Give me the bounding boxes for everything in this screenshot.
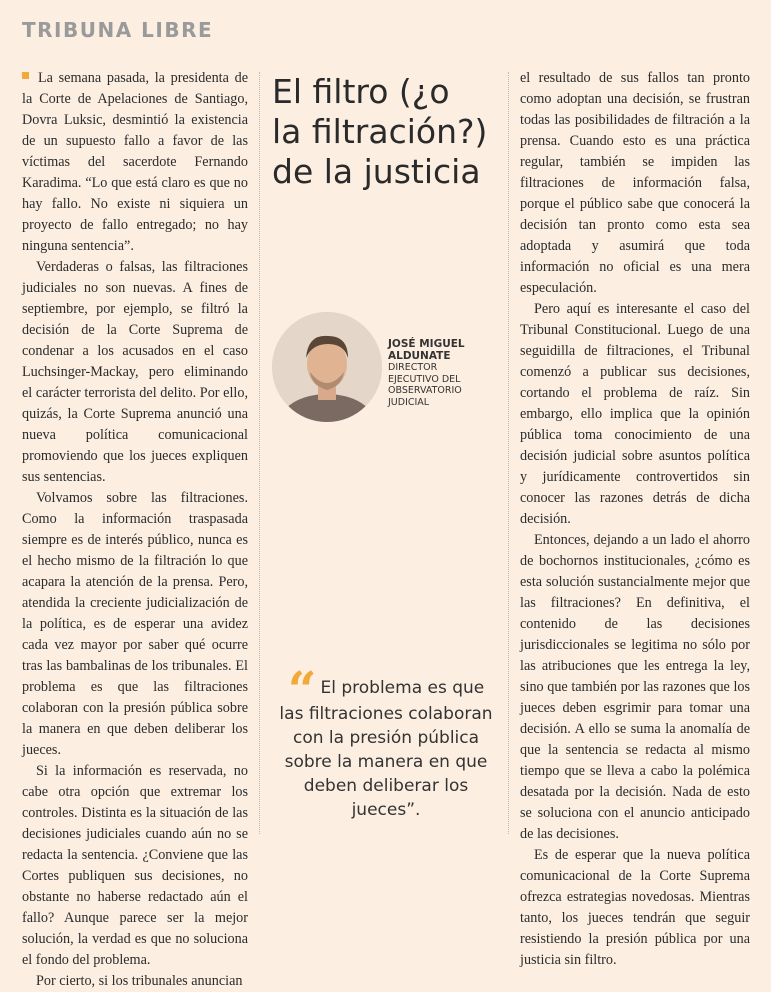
author-portrait [272, 312, 382, 422]
author-role: DIRECTOR EJECUTIVO DEL OBSERVATORIO JUDICIAL [388, 362, 462, 408]
author-byline [388, 338, 506, 408]
article-paragraph: Por cierto, si los tribunales anuncian [36, 973, 243, 989]
section-title: TRIBUNA LIBRE [22, 18, 214, 42]
author-name: JOSÉ MIGUEL ALDUNATE [388, 338, 465, 362]
article-paragraph: La semana pasada, la presidenta de la Corte de Apelaciones de Santiago, Dovra Luksic, desmintió la existencia de un supuesto fallo a favor de las víctimas del sacerdote Fernando Karadima. “Lo que está claro es que no hay fallo. No existe ni siquiera un proyecto de fallo entregado; no hay ninguna sentencia”. [22, 70, 248, 254]
column-divider [508, 72, 509, 834]
author-photo-icon [272, 312, 382, 422]
article-paragraph: el resultado de sus fallos tan pronto como adoptan una decisión, se frustran todas las posibilidades de filtración a la prensa. Cuando esto es una práctica regular, también se impiden las filtraciones de información falsa, porque el público sabe que conocerá la decisión tan pronto como esta sea adoptada y asumirá que toda información no oficial es una mera especulación. [520, 70, 750, 296]
pull-quote [276, 660, 496, 822]
article-paragraph: Verdaderas o falsas, las filtraciones judiciales no son nuevas. A fines de septiembre, por ejemplo, se filtró la decisión de la Corte Suprema de condenar a los acusados en el caso Luchsinger-Mackay, pero eliminando el carácter terrorista del delito. Por ello, quizás, la Corte Suprema anunció una nueva política comunicacional promoviendo que los jueces expliquen sus sentencias. [22, 259, 248, 485]
bullet-square-icon [22, 72, 29, 79]
pull-quote-text: El problema es que las filtraciones colaboran con la presión pública sobre la manera en que deben deliberar los jueces”. [279, 678, 493, 820]
article-headline: El filtro (¿o la filtración?) de la justicia [272, 72, 488, 191]
quote-mark-icon: “ [287, 660, 317, 719]
article-paragraph: Volvamos sobre las filtraciones. Como la información traspasada siempre es de interés público, nunca es el hecho mismo de la filtración lo que acapara la atención de la prensa. Pero, atendida la creciente judicialización de la política, es de esperar una avidez cada vez mayor por saber qué ocurre tras las bambalinas de los tribunales. El problema es que las filtraciones colaboran con la presión pública sobre la manera en que deben deliberar los jueces. [22, 490, 248, 758]
article-paragraph: Pero aquí es interesante el caso del Tribunal Constitucional. Luego de una seguidilla de filtraciones, el Tribunal comenzó a publicar sus decisiones, cortando el problema de raíz. Sin embargo, ello implica que la opinión pública toma conocimiento de una decisión judicial sobre asuntos política y jurídicamente controvertidos sin conocer las razones detrás de dicha decisión. [520, 301, 750, 527]
column-divider [259, 72, 260, 834]
article-paragraph: Si la información es reservada, no cabe otra opción que extremar los controles. Distinta es la situación de las decisiones judiciales cuando aún no se redacta la sentencia. ¿Conviene que las Cortes publiquen sus decisiones, no obstante no haberse redactado aún el fallo? Aunque parece ser la mejor solución, la verdad es que no soluciona el fondo del problema. [22, 763, 248, 968]
article-column-3 [520, 68, 750, 971]
article-paragraph: Es de esperar que la nueva política comunicacional de la Corte Suprema ofrezca estrategias novedosas. Mientras tanto, los jueces tendrán que seguir resistiendo la presión pública por una justicia sin filtro. [520, 847, 750, 968]
article-column-1 [22, 68, 248, 992]
article-paragraph: Entonces, dejando a un lado el ahorro de bochornos institucionales, ¿cómo es esta solución sustancialmente mejor que las filtraciones? En definitiva, el contenido de las decisiones jurisdiccionales se legitima no sólo por las atribuciones que les entrega la ley, sino que también por las razones que los jueces deben esgrimir para tomar una decisión. A ello se suma la anomalía de que la sentencia se redacta al mismo tiempo que se lleva a cabo la polémica desatada por la decisión. Nada de esto se soluciona con el anuncio anticipado de las decisiones. [520, 532, 750, 842]
